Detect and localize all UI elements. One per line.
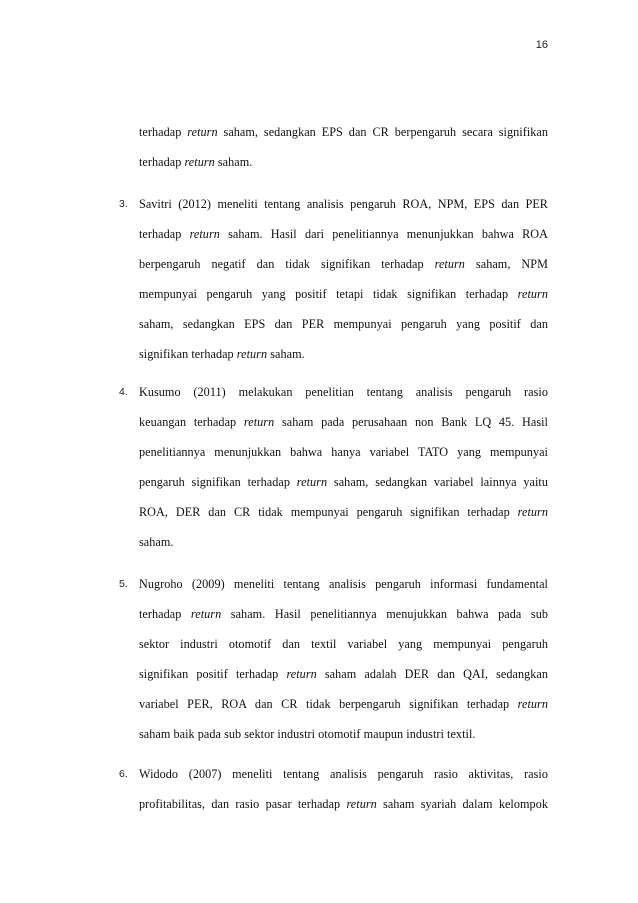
list-item-line: terhadap return saham. Hasil dari penelitiannya menunjukkan bahwa ROA xyxy=(139,227,549,241)
italic-term: return xyxy=(286,667,317,681)
italic-term: return xyxy=(243,415,275,429)
paragraph-line: terhadap return saham. xyxy=(139,155,253,169)
list-item-line: pengaruh signifikan terhadap return saham, sedangkan variabel lainnya yaitu xyxy=(139,475,549,489)
list-item-number: 4. xyxy=(119,386,128,398)
list-item-line: Nugroho (2009) meneliti tentang analisis pengaruh informasi fundamental xyxy=(139,577,548,591)
list-item-line: signifikan terhadap return saham. xyxy=(139,347,305,361)
italic-term: return xyxy=(236,347,268,361)
italic-term: return xyxy=(189,227,220,241)
list-item-line: terhadap return saham. Hasil penelitiannya menujukkan bahwa pada sub xyxy=(139,607,549,621)
italic-term: return xyxy=(187,125,218,139)
list-item-line: signifikan positif terhadap return saham adalah DER dan QAI, sedangkan xyxy=(139,667,548,681)
italic-term: return xyxy=(517,287,548,301)
list-item-line: Savitri (2012) meneliti tentang analisis pengaruh ROA, NPM, EPS dan PER xyxy=(139,197,548,211)
list-item-line: saham baik pada sub sektor industri otomotif maupun industri textil. xyxy=(139,727,476,741)
list-item-number: 3. xyxy=(119,198,128,210)
list-item-line: saham, sedangkan EPS dan PER mempunyai pengaruh yang positif dan xyxy=(139,317,548,331)
list-item-number: 5. xyxy=(119,578,128,590)
italic-term: return xyxy=(184,155,215,169)
italic-term: return xyxy=(517,505,548,519)
list-item-line: Kusumo (2011) melakukan penelitian tentang analisis pengaruh rasio xyxy=(139,385,548,399)
italic-term: return xyxy=(296,475,328,489)
list-item-line: sektor industri otomotif dan textil variabel yang mempunyai pengaruh xyxy=(139,637,548,651)
list-item-line: variabel PER, ROA dan CR tidak berpengaruh signifikan terhadap return xyxy=(139,697,548,711)
list-item-number: 6. xyxy=(119,768,128,780)
list-item-line: penelitiannya menunjukkan bahwa hanya variabel TATO yang mempunyai xyxy=(139,445,548,459)
italic-term: return xyxy=(190,607,222,621)
list-item-line: Widodo (2007) meneliti tentang analisis pengaruh rasio aktivitas, rasio xyxy=(139,767,548,781)
page-number: 16 xyxy=(535,39,548,51)
italic-term: return xyxy=(517,697,548,711)
list-item-line: mempunyai pengaruh yang positif tetapi tidak signifikan terhadap return xyxy=(139,287,548,301)
italic-term: return xyxy=(346,797,377,811)
list-item-line: berpengaruh negatif dan tidak signifikan terhadap return saham, NPM xyxy=(139,257,548,271)
list-item-line: ROA, DER dan CR tidak mempunyai pengaruh signifikan terhadap return xyxy=(139,505,548,519)
list-item-line: keuangan terhadap return saham pada perusahaan non Bank LQ 45. Hasil xyxy=(139,415,548,429)
list-item-line: profitabilitas, dan rasio pasar terhadap return saham syariah dalam kelompok xyxy=(139,797,548,811)
paragraph-line: terhadap return saham, sedangkan EPS dan CR berpengaruh secara signifikan xyxy=(139,125,549,139)
list-item-line: saham. xyxy=(139,535,174,549)
italic-term: return xyxy=(434,257,465,271)
